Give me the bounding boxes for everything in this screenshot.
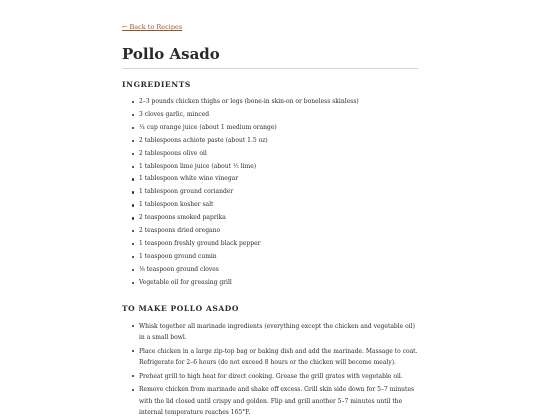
page-title: Pollo Asado xyxy=(122,45,418,69)
ingredient-item: ¼ cup orange juice (about 1 medium orange) xyxy=(122,122,418,135)
ingredient-item: 1 tablespoon white wine vinegar xyxy=(122,173,418,186)
ingredient-item: 2 teaspoons dried oregano xyxy=(122,225,418,238)
ingredient-item: 2 tablespoons olive oil xyxy=(122,148,418,161)
step-item: Remove chicken from marinade and shake off excess. Grill skin side down for 5–7 minutes with the lid closed until crispy and golden. Flip and grill another 5–7 minutes until the internal temperature reaches 165°F. xyxy=(122,384,418,418)
steps-list xyxy=(122,321,418,418)
ingredient-item: 1 teaspoon ground cumin xyxy=(122,251,418,264)
ingredients-list xyxy=(122,96,418,290)
ingredients-section xyxy=(122,80,418,290)
ingredient-item: 2 tablespoons achiote paste (about 1.5 oz) xyxy=(122,135,418,148)
ingredients-heading: INGREDIENTS xyxy=(122,80,191,89)
method-section xyxy=(122,304,418,418)
step-item: Preheat grill to high heat for direct cooking. Grease the grill grates with vegetable oil. xyxy=(122,371,418,382)
ingredient-item: 3 cloves garlic, minced xyxy=(122,109,418,122)
ingredient-item: 1 tablespoon kosher salt xyxy=(122,199,418,212)
recipe-page xyxy=(122,0,418,418)
step-item: Whisk together all marinade ingredients (everything except the chicken and vegetable oil) in a small bowl. xyxy=(122,321,418,343)
ingredient-item: 1 tablespoon lime juice (about ½ lime) xyxy=(122,161,418,174)
ingredient-item: 2 teaspoons smoked paprika xyxy=(122,212,418,225)
method-heading: TO MAKE POLLO ASADO xyxy=(122,303,240,313)
back-to-recipes-link[interactable]: ← Back to Recipes xyxy=(122,23,183,31)
ingredient-item: 1 teaspoon freshly ground black pepper xyxy=(122,238,418,251)
step-item: Place chicken in a large zip-top bag or baking dish and add the marinade. Massage to coat. Refrigerate for 2–6 hours (do not exceed 8 hours or the chicken will become mealy). xyxy=(122,346,418,368)
ingredient-item: ⅛ teaspoon ground cloves xyxy=(122,264,418,277)
ingredient-item: Vegetable oil for greasing grill xyxy=(122,277,418,290)
ingredient-item: 1 tablespoon ground coriander xyxy=(122,186,418,199)
ingredient-item: 2–3 pounds chicken thighs or legs (bone-in skin-on or boneless skinless) xyxy=(122,96,418,109)
